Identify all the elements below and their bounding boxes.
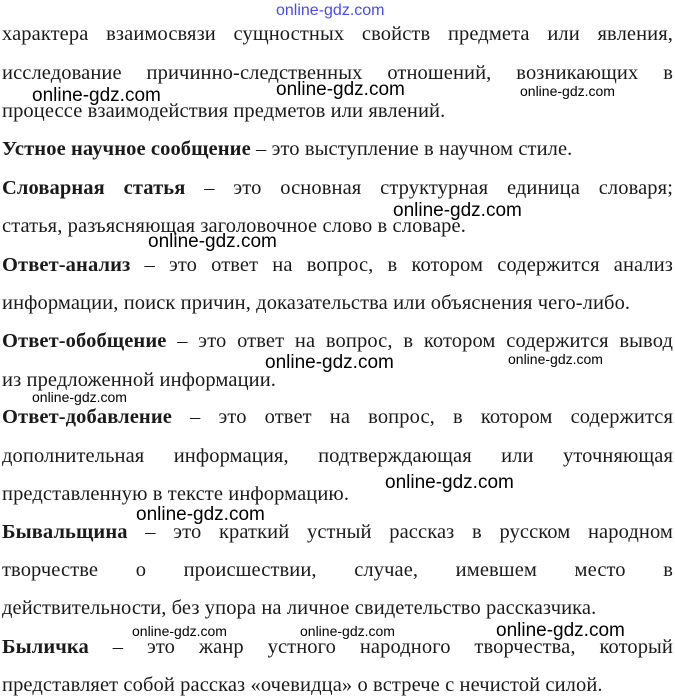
term: Бывальщина [2,521,128,543]
text-line: представленную в тексте информацию. [2,483,350,505]
watermark: online-gdz.com [393,200,522,221]
definition-entry [2,176,673,200]
watermark: online-gdz.com [136,504,265,525]
definition-entry [2,137,673,161]
definition-text: – это ответ на вопрос, в котором содержится анализ [144,254,673,276]
watermark: online-gdz.com [385,472,514,493]
definition-entry [2,405,673,429]
text-line: действительности, без упора на личное свидетельство рассказчика. [2,597,597,619]
watermark: online-gdz.com [32,85,161,106]
watermark: online-gdz.com [520,83,615,99]
term: Устное научное сообщение [2,138,251,160]
text-line: дополнительная информация, подтверждающая или уточняющая [2,445,673,467]
term: Ответ-анализ [2,254,131,276]
term: Ответ-добавление [2,406,172,428]
definition-text: – это ответ на вопрос, в котором содержится [190,406,673,428]
definition-text: – это жанр устного народного творчества, который [112,636,673,658]
term: Ответ-обобщение [2,330,167,352]
watermark: online-gdz.com [300,623,395,639]
definition-text: – это краткий устный рассказ в русском народном [145,521,673,543]
definition-text: – это основная структурная единица словаря; [204,177,673,199]
definition-entry [2,253,673,277]
text-line: информации, поиск причин, доказательства или объяснения чего-либо. [2,292,631,314]
watermark: online-gdz.com [496,620,625,641]
text-line: статья, разъясняющая заголовочное слово в словаре. [2,215,466,237]
term: Словарная статья [2,177,186,199]
term: Быличка [2,636,89,658]
text-line: представляет собой рассказ «очевидца» о встрече с нечистой силой. [2,674,603,696]
definition-text: – это ответ на вопрос, в котором содержится вывод [177,330,673,352]
definition-text: – это выступление в научном стиле. [256,138,573,160]
definition-entry [2,329,673,353]
text-line: из предложенной информации. [2,369,277,391]
definition-entry [2,520,673,544]
watermark: online-gdz.com [132,623,227,639]
watermark: online-gdz.com [148,231,277,252]
watermark: online-gdz.com [276,2,385,19]
watermark: online-gdz.com [508,351,603,367]
text-line: творчестве о происшествии, случае, имевшем место в [2,559,673,581]
watermark: online-gdz.com [32,389,127,405]
watermark: online-gdz.com [276,79,405,100]
text-line: исследование причинно-следственных отношений, возникающих в [2,62,673,84]
text-line: процессе взаимодействия предметов или явлений. [2,100,446,122]
text-line: характера взаимосвязи сущностных свойств предмета или явления, [2,23,673,45]
watermark: online-gdz.com [265,352,394,373]
